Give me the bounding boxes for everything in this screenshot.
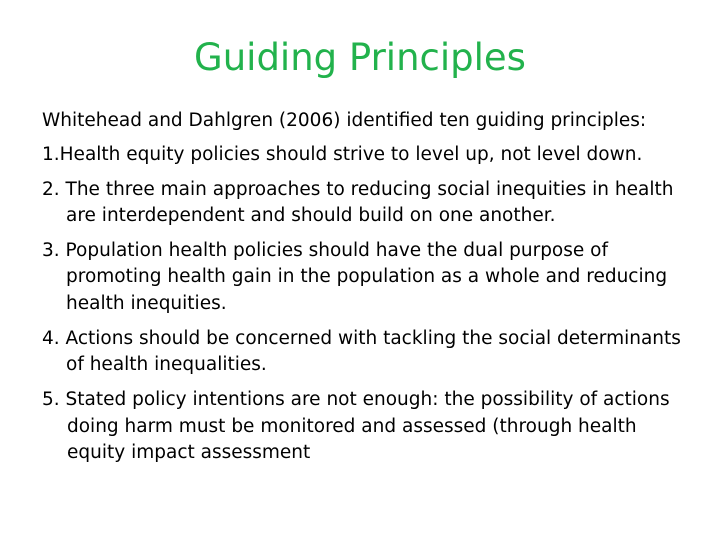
intro-paragraph: Whitehead and Dahlgren (2006) identified ten guiding principles:: [42, 110, 647, 131]
principle-1-paragraph: 1.Health equity policies should strive to level up, not level down.: [42, 144, 643, 166]
slide-body: [42, 108, 688, 475]
principle-3-paragraph: 3. Population health policies should have the dual purpose of promoting health gain in the population as a whole and reducing health inequities.: [42, 240, 668, 314]
principle-5-paragraph: 5. Stated policy intentions are not enough: the possibility of actions doing harm must be monitored and assessed (through health equity impact assessment: [42, 389, 670, 463]
page-title: Guiding Principles: [194, 36, 526, 79]
principle-4-paragraph: 4. Actions should be concerned with tackling the social determinants of health inequalities.: [42, 327, 681, 376]
principle-2-paragraph: 2. The three main approaches to reducing social inequities in health are interdependent and should build on one another.: [42, 178, 674, 226]
